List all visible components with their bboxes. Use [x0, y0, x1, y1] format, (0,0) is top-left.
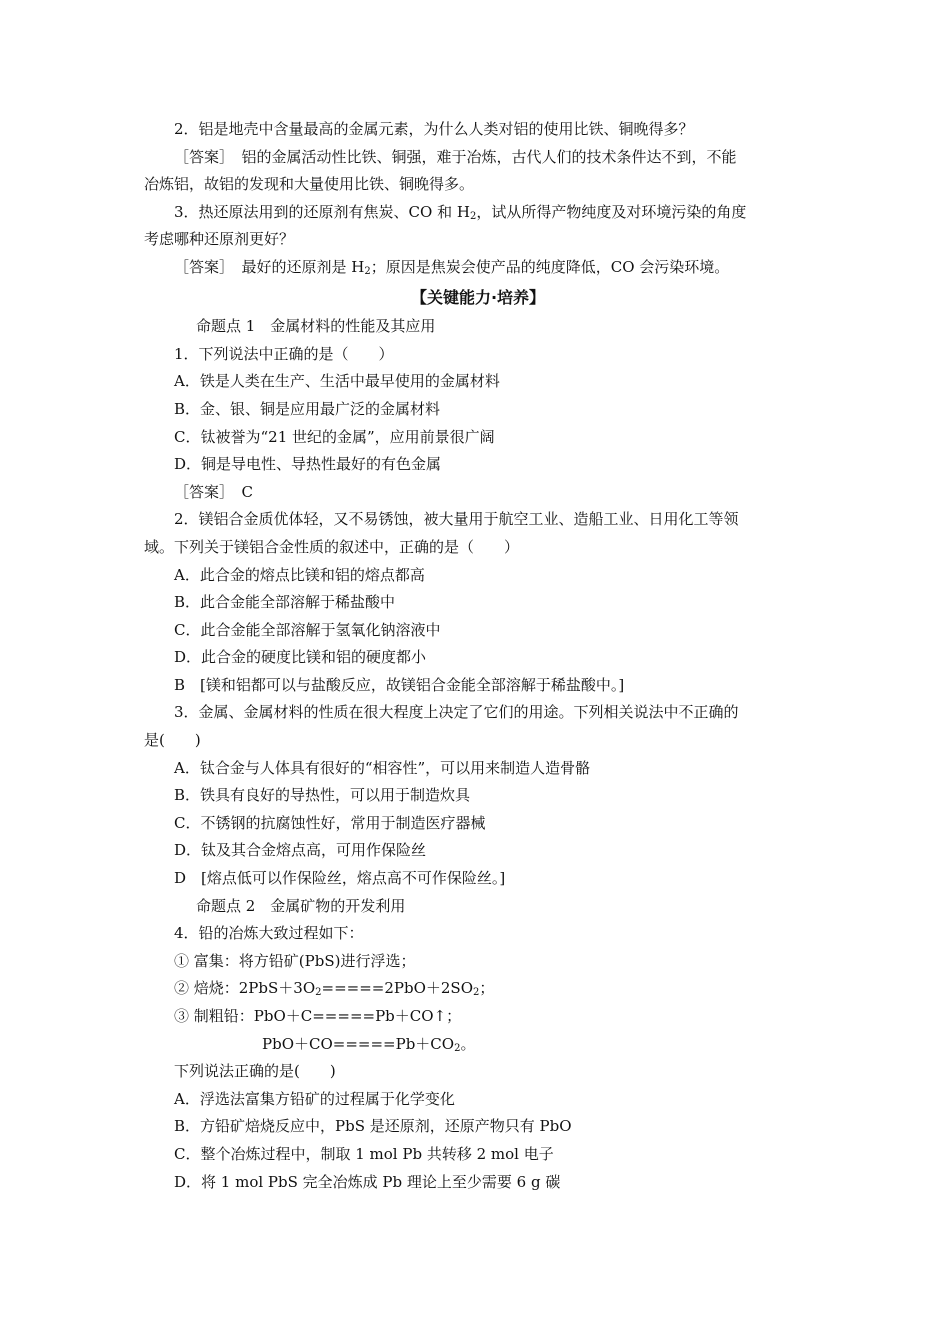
problem-4-option-c: C．整个冶炼过程中，制取 1 mol Pb 共转移 2 mol 电子 — [174, 1144, 554, 1163]
topic-2-heading: 命题点 2 金属矿物的开发利用 — [196, 896, 406, 915]
problem-1-option-c: C．钛被誉为“21 世纪的金属”，应用前景很广阔 — [174, 427, 495, 446]
problem-4-step-1: ① 富集：将方铅矿(PbS)进行浮选； — [174, 951, 416, 970]
subscript: 2 — [473, 987, 480, 999]
equation-text: PbO＋CO=====Pb＋CO — [262, 1034, 455, 1053]
equation-text: ； — [479, 979, 495, 998]
problem-4-stem: 4．铅的冶炼大致过程如下： — [174, 924, 364, 943]
problem-4-step-3-equation-2 — [144, 1031, 812, 1059]
question-3-line-2: 考虑哪种还原剂更好？ — [144, 230, 295, 249]
problem-3-option-a: A．钛合金与人体具有很好的“相容性”，可以用来制造人造骨骼 — [174, 758, 591, 777]
question-3-text-b: ，试从所得产物纯度及对环境污染的角度 — [476, 202, 747, 221]
problem-3-option-c: C．不锈钢的抗腐蚀性好，常用于制造医疗器械 — [174, 813, 486, 832]
problem-2-stem-line-1: 2．镁铝合金质优体轻，又不易锈蚀，被大量用于航空工业、造船工业、日用化工等领 — [174, 510, 739, 529]
problem-2-option-a: A．此合金的熔点比镁和铝的熔点都高 — [174, 565, 425, 584]
topic-1-heading: 命题点 1 金属材料的性能及其应用 — [196, 317, 436, 336]
problem-3-option-b: B．铁具有良好的导热性，可以用于制造炊具 — [174, 786, 471, 805]
problem-1-option-b: B．金、银、铜是应用最广泛的金属材料 — [174, 399, 441, 418]
problem-4-step-3: ③ 制粗铅：PbO＋C=====Pb＋CO↑； — [174, 1007, 462, 1025]
equation-text: ② 焙烧：2PbS＋3O — [174, 979, 316, 998]
answer-3-text-a: ［答案］ 最好的还原剂是 H — [174, 257, 365, 276]
problem-4-step-2 — [144, 975, 812, 1003]
subscript: 2 — [469, 210, 477, 222]
problem-2-option-c: C．此合金能全部溶解于氢氧化钠溶液中 — [174, 620, 441, 639]
problem-2-option-b: B．此合金能全部溶解于稀盐酸中 — [174, 593, 396, 612]
problem-2-answer: B [镁和铝都可以与盐酸反应，故镁铝合金能全部溶解于稀盐酸中。] — [174, 675, 625, 694]
subscript: 2 — [364, 265, 371, 277]
question-2-text: 2．铝是地壳中含量最高的金属元素，为什么人类对铝的使用比铁、铜晚得多？ — [174, 120, 694, 138]
page-content — [144, 116, 812, 1196]
problem-1-answer: ［答案］ C — [174, 482, 253, 501]
answer-2-line-1: ［答案］ 铝的金属活动性比铁、铜强，难于冶炼，古代人们的技术条件达不到，不能 — [174, 147, 737, 166]
problem-3-stem-line-2: 是( ) — [144, 731, 201, 750]
problem-1-option-d: D．铜是导电性、导热性最好的有色金属 — [174, 455, 442, 474]
problem-4-option-d: D．将 1 mol PbS 完全冶炼成 Pb 理论上至少需要 6 g 碳 — [174, 1172, 561, 1191]
equation-text: =====2PbO＋2SO — [321, 979, 473, 998]
subscript: 2 — [454, 1042, 461, 1054]
problem-3-answer: D [熔点低可以作保险丝，熔点高不可作保险丝。] — [174, 869, 506, 888]
problem-4-option-a: A．浮选法富集方铅矿的过程属于化学变化 — [174, 1089, 455, 1108]
answer-2-line-2: 冶炼铝，故铝的发现和大量使用比铁、铜晚得多。 — [144, 175, 475, 194]
problem-1-option-a: A．铁是人类在生产、生活中最早使用的金属材料 — [174, 372, 500, 391]
question-3-text-a: 3．热还原法用到的还原剂有焦炭、CO 和 H — [174, 202, 470, 221]
problem-4-option-b: B．方铅矿焙烧反应中，PbS 是还原剂，还原产物只有 PbO — [174, 1117, 572, 1136]
problem-2-option-d: D．此合金的硬度比镁和铝的硬度都小 — [174, 648, 427, 667]
problem-1-stem: 1．下列说法中正确的是（ ） — [174, 344, 394, 363]
problem-3-stem-line-1: 3．金属、金属材料的性质在很大程度上决定了它们的用途。下列相关说法中不正确的 — [174, 703, 739, 722]
answer-3-text-b: ；原因是焦炭会使产品的纯度降低，CO 会污染环境。 — [370, 257, 730, 276]
problem-3-option-d: D．钛及其合金熔点高，可用作保险丝 — [174, 841, 427, 860]
section-title: 【关键能力·培养】 — [410, 287, 546, 307]
question-3-line-1 — [144, 199, 812, 227]
problem-4-question: 下列说法正确的是( ) — [174, 1062, 336, 1081]
answer-3 — [144, 254, 812, 282]
subscript: 2 — [315, 987, 322, 999]
equation-text: 。 — [460, 1034, 476, 1053]
problem-2-stem-line-2: 域。下列关于镁铝合金性质的叙述中，正确的是（ ） — [144, 537, 520, 556]
